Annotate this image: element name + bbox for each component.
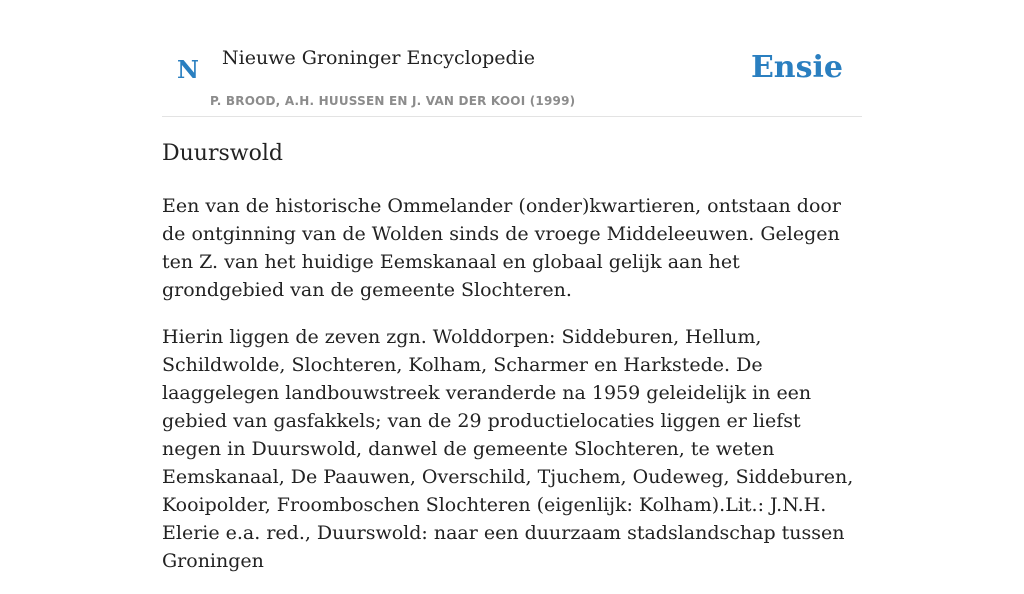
entry-paragraph: Een van de historische Ommelander (onder)kwartieren, ontstaan door de ontginning van de Wolden sinds de vroege Middeleeuwen. Gelegen ten Z. van het huidige Eemskanaal en globaal gelijk aan het grondgebied van de gemeente Slochteren. bbox=[162, 195, 841, 301]
entry-content bbox=[162, 192, 862, 594]
brand-logo[interactable]: Ensie bbox=[750, 50, 843, 85]
book-header bbox=[162, 0, 862, 117]
entry-title: Duurswold bbox=[162, 141, 283, 166]
book-authors: P. BROOD, A.H. HUUSSEN EN J. VAN DER KOOI (1999) bbox=[210, 94, 576, 108]
entry-paragraph: Hierin liggen de zeven zgn. Wolddorpen: Siddeburen, Hellum, Schildwolde, Slochteren, Kolham, Scharmer en Harkstede. De laaggelegen landbouwstreek veranderde na 1959 geleidelijk in een gebied van gasfakkels; van de 29 productielocaties liggen er liefst negen in Duurswold, danwel de gemeente Slochteren, te weten Eemskanaal, De Paauwen, Overschild, Tjuchem, Oudeweg, Siddeburen, Kooipolder, Froomboschen Slochteren (eigenlijk: Kolham).Lit.: J.N.H. Elerie e.a. red., Duurswold: naar een duurzaam stadslandschap tussen Groningen bbox=[162, 326, 854, 572]
book-logo[interactable]: N bbox=[177, 55, 199, 84]
book-title-link[interactable]: Nieuwe Groninger Encyclopedie bbox=[222, 47, 536, 69]
